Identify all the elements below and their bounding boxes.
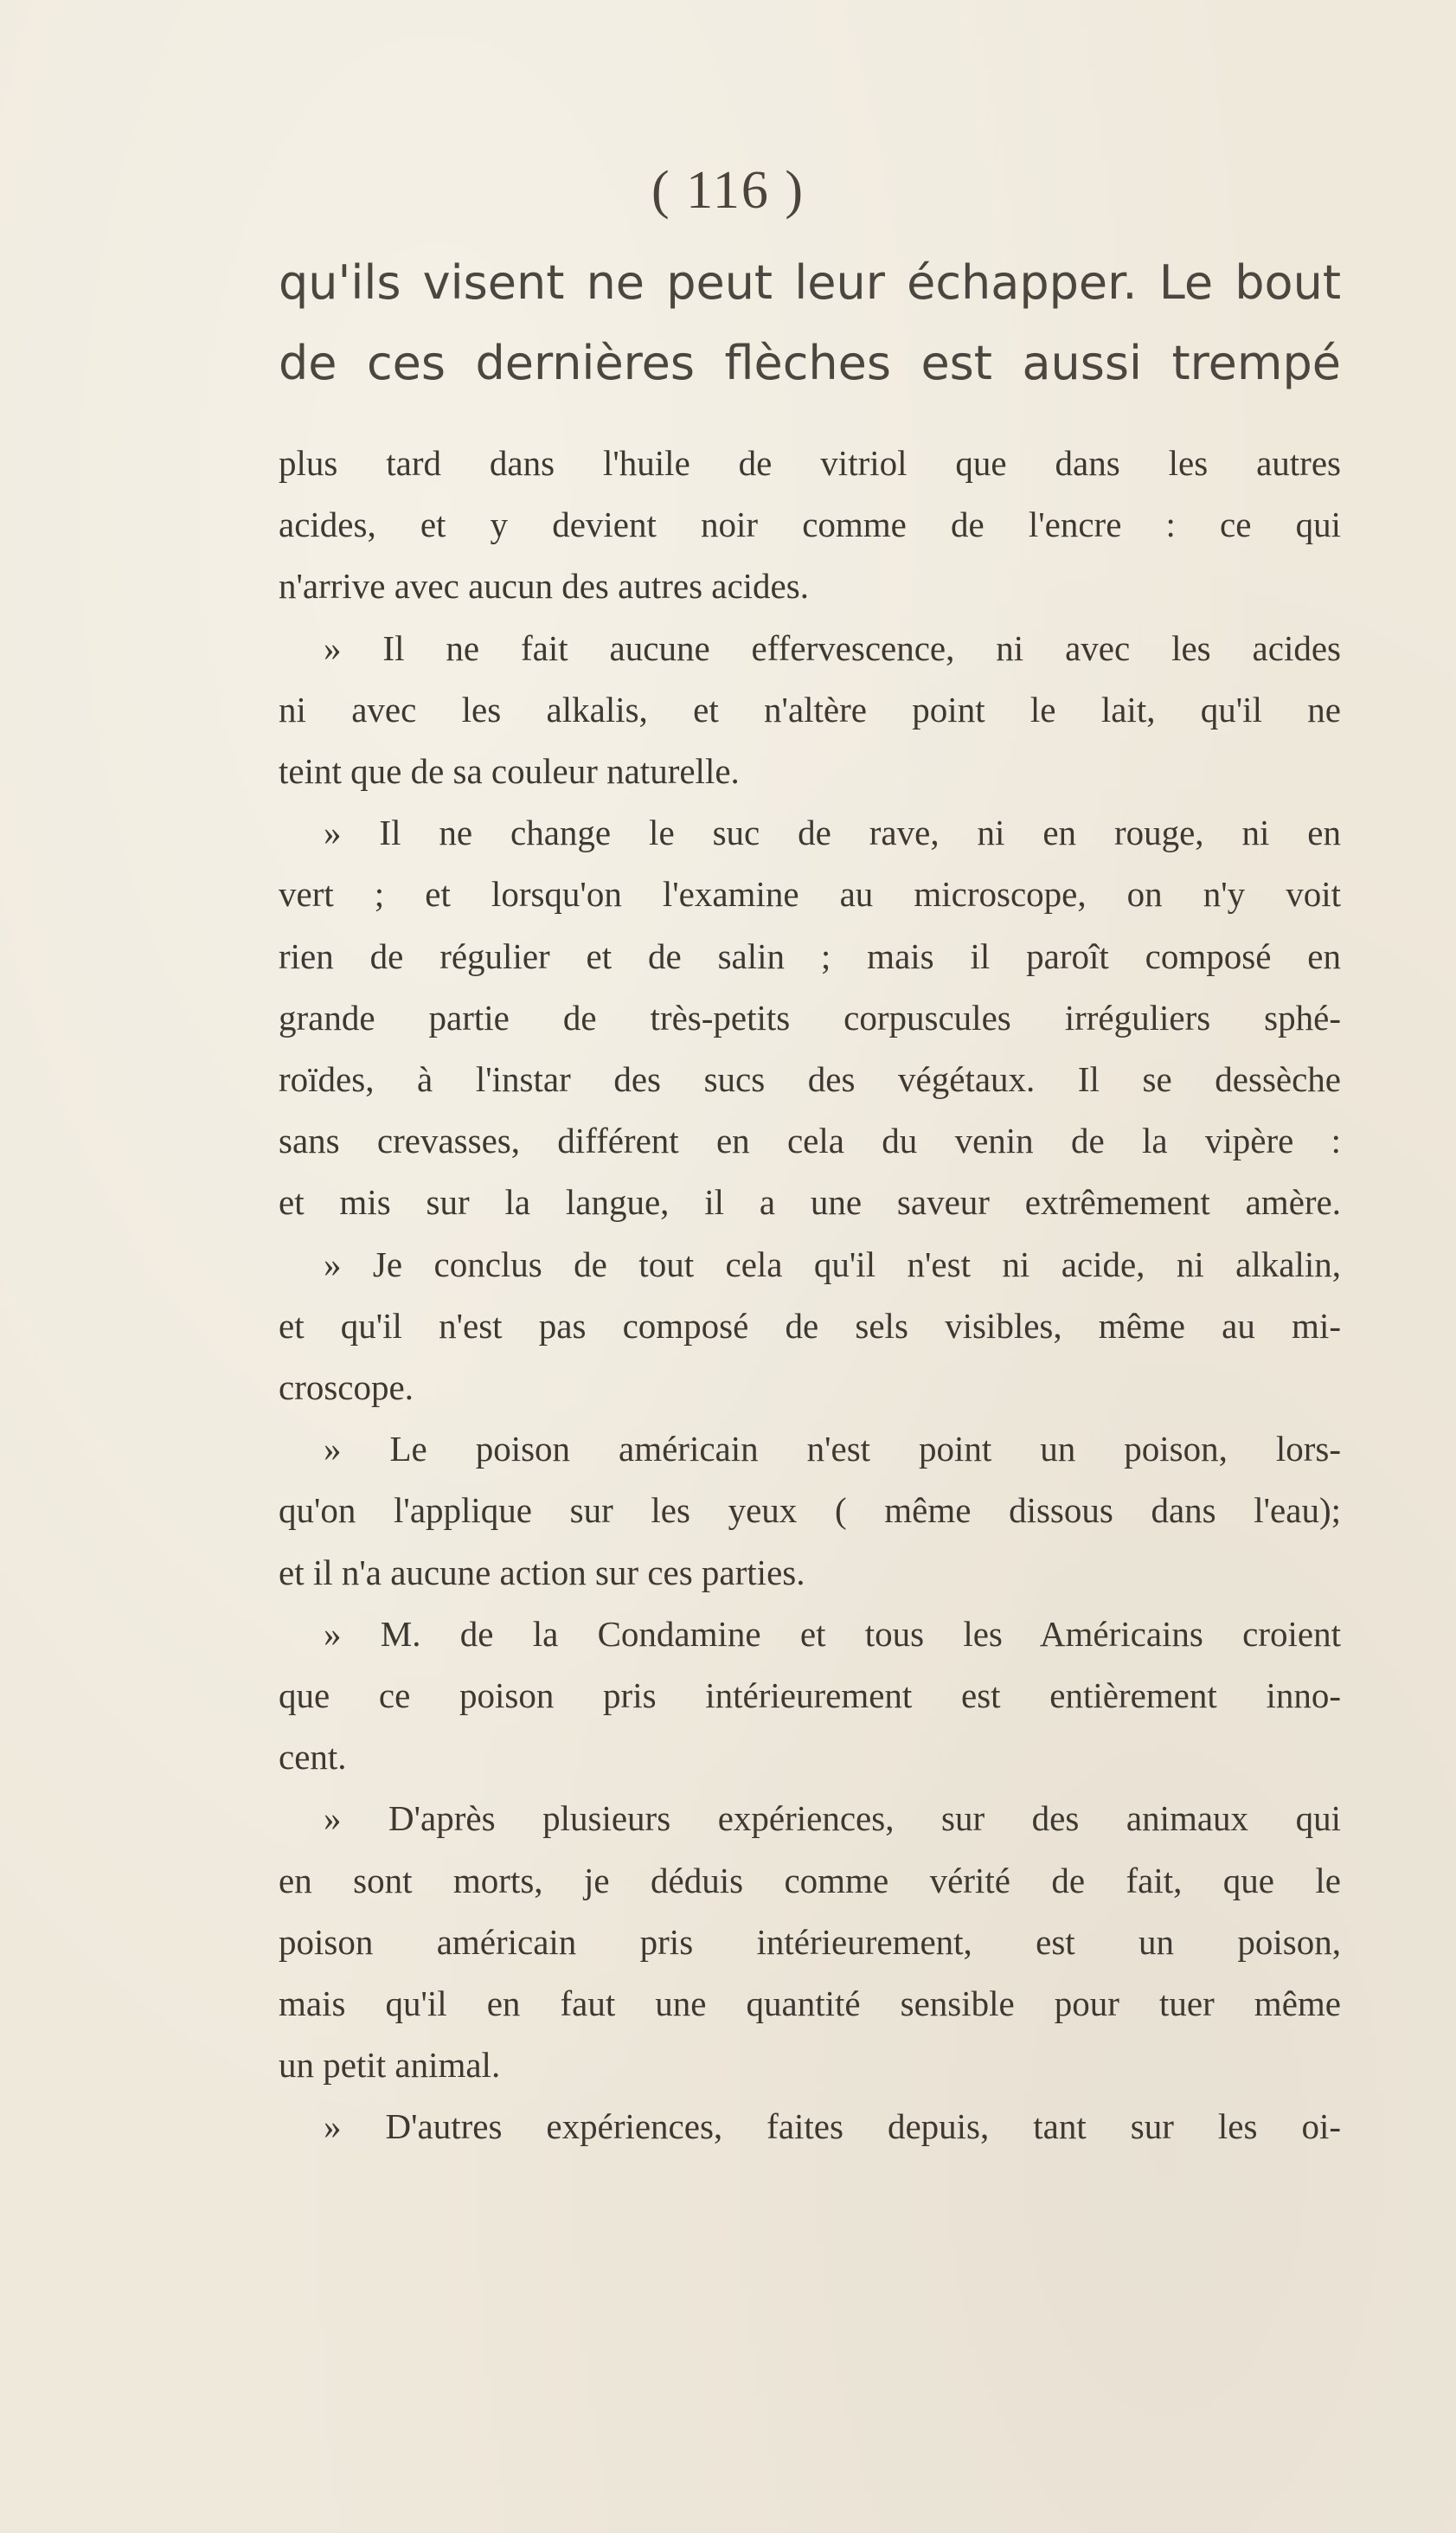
text-line: » M. de la Condamine et tous les Américains croient	[324, 1613, 1341, 1654]
text-line: ni avec les alkalis, et n'altère point le lait, qu'il ne	[279, 689, 1341, 730]
paragraph	[279, 433, 1341, 618]
text-line: acides, et y devient noir comme de l'encre : ce qui	[279, 505, 1341, 545]
text-line: poison américain pris intérieurement, est un poison,	[279, 1921, 1341, 1962]
text-line: qu'on l'applique sur les yeux ( même dissous dans l'eau);	[279, 1490, 1341, 1531]
text-line: un petit animal.	[279, 2045, 501, 2086]
text-line: n'arrive avec aucun des autres acides.	[279, 566, 809, 607]
text-line: cent.	[279, 1737, 347, 1778]
text-line: roïdes, à l'instar des sucs des végétaux. Il se dessèche	[279, 1059, 1341, 1100]
text-line: » Je conclus de tout cela qu'il n'est ni acide, ni alkalin,	[324, 1244, 1341, 1284]
text-line: plus tard dans l'huile de vitriol que dans les autres	[279, 443, 1341, 483]
text-line: sans crevasses, différent en cela du venin de la vipère :	[279, 1121, 1341, 1161]
text-line: vert ; et lorsqu'on l'examine au microscope, on n'y voit	[279, 874, 1341, 915]
text-line: » Le poison américain n'est point un poison, lors-	[324, 1429, 1341, 1469]
text-line: » D'après plusieurs expériences, sur des animaux qui	[324, 1798, 1341, 1839]
text-line: et mis sur la langue, il a une saveur extrêmement amère.	[279, 1182, 1341, 1223]
lead-text	[279, 242, 1341, 403]
text-line: » Il ne fait aucune effervescence, ni avec les acides	[324, 627, 1341, 668]
page-number: ( 116 )	[651, 161, 805, 220]
text-line: que ce poison pris intérieurement est entièrement inno-	[279, 1675, 1341, 1716]
lead-line: qu'ils visent ne peut leur échapper. Le bout	[279, 255, 1341, 310]
text-line: » Il ne change le suc de rave, ni en rouge, ni en	[324, 813, 1341, 853]
text-line: » D'autres expériences, faites depuis, tant sur les oi-	[324, 2106, 1341, 2147]
lead-line: de ces dernières flèches est aussi trempé	[279, 336, 1341, 390]
text-line: et il n'a aucune action sur ces parties.	[279, 1552, 805, 1592]
body-text	[279, 433, 1341, 2158]
paragraph	[279, 1788, 1341, 2096]
text-line: rien de régulier et de salin ; mais il paroît composé en	[279, 935, 1341, 976]
text-line: en sont morts, je déduis comme vérité de fait, que le	[279, 1860, 1341, 1900]
paragraph	[279, 618, 1341, 803]
paragraph	[279, 2096, 1341, 2157]
paragraph	[279, 1418, 1341, 1604]
paragraph	[279, 1234, 1341, 1419]
paragraph	[279, 1604, 1341, 1789]
text-line: mais qu'il en faut une quantité sensible pour tuer même	[279, 1983, 1341, 2024]
text-line: grande partie de très-petits corpuscules irréguliers sphé-	[279, 997, 1341, 1038]
paragraph	[279, 802, 1341, 1233]
text-line: teint que de sa couleur naturelle.	[279, 751, 740, 792]
text-line: croscope.	[279, 1367, 414, 1408]
text-line: et qu'il n'est pas composé de sels visibles, même au mi-	[279, 1305, 1341, 1346]
